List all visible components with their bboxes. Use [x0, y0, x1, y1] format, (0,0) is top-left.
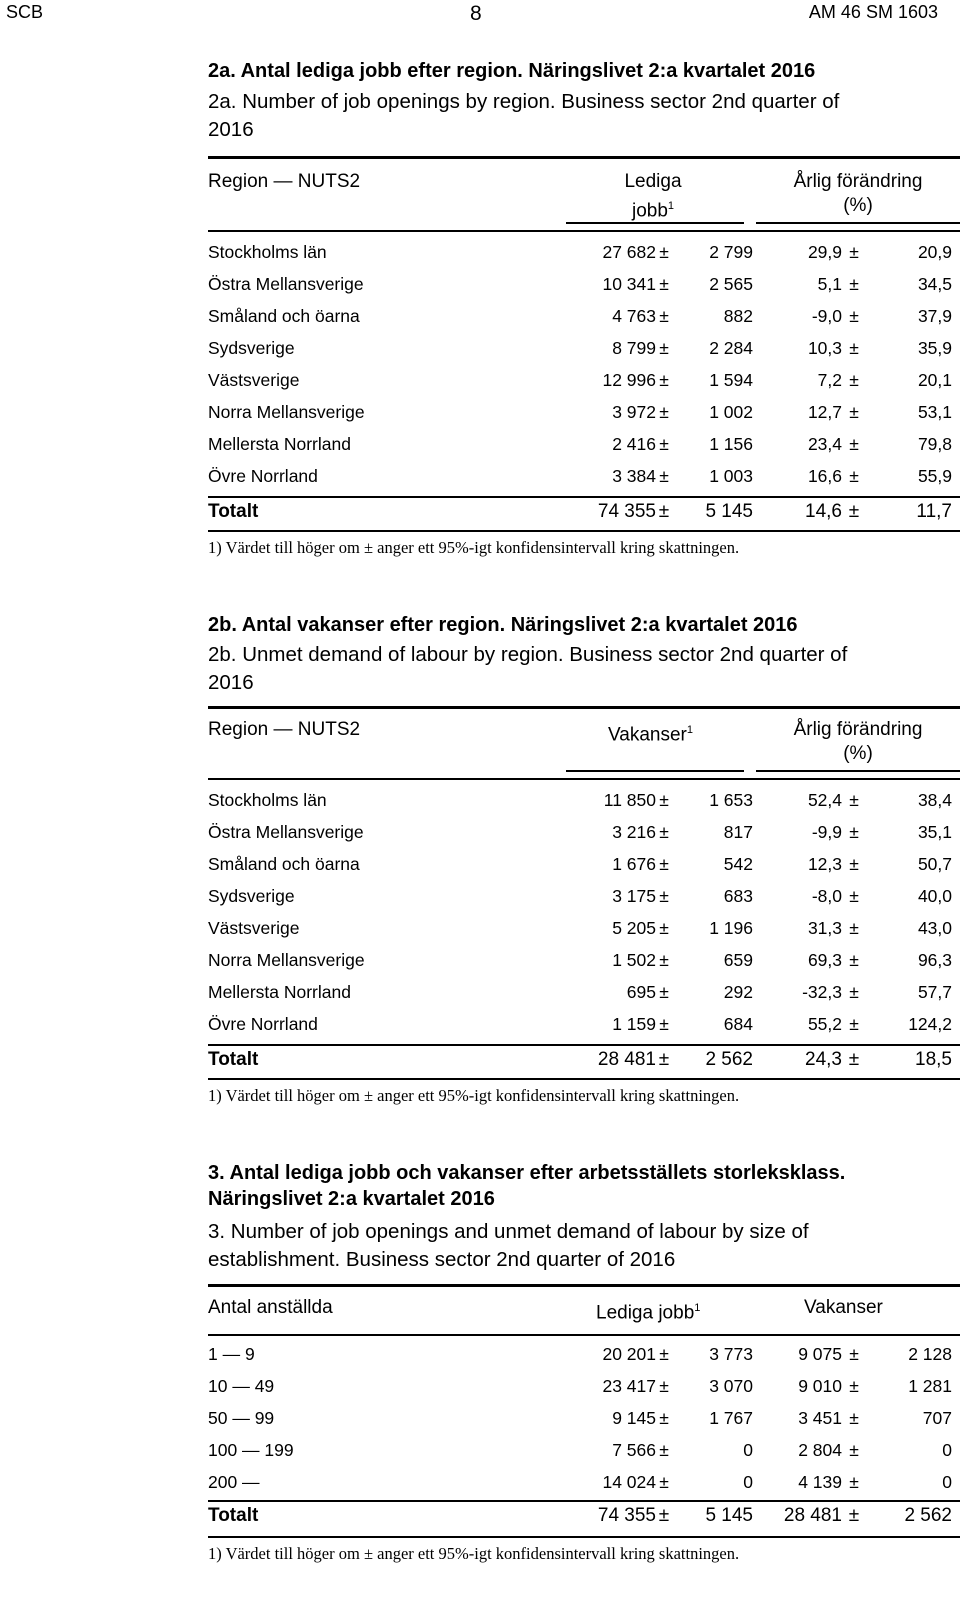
- table-row: [208, 1010, 960, 1038]
- report-id: AM 46 SM 1603: [808, 2, 938, 22]
- value-cell: 5 205: [612, 918, 656, 938]
- value-cell: 55,2: [807, 1014, 842, 1034]
- table-3-title-sv: [208, 1160, 960, 1212]
- table-row: [208, 818, 960, 846]
- confidence-interval-cell: 2 565: [709, 274, 753, 294]
- plus-minus-sign: ±: [659, 466, 669, 486]
- row-label: Västsverige: [208, 918, 300, 938]
- row-label: Totalt: [208, 501, 259, 522]
- value-cell: 3 451: [798, 1408, 842, 1428]
- plus-minus-sign: ±: [849, 1014, 859, 1034]
- text-line: Näringslivet 2:a kvartalet 2016: [208, 1188, 495, 1210]
- row-label: 1 — 9: [208, 1344, 255, 1364]
- value-cell: 10 341: [602, 274, 656, 294]
- table-row: [208, 946, 960, 974]
- row-label: Mellersta Norrland: [208, 434, 351, 454]
- publisher-label: SCB: [6, 2, 44, 22]
- value-cell: -8,0: [811, 886, 842, 906]
- table-3-section: [208, 1160, 960, 1274]
- table-rule-header: [208, 1334, 960, 1336]
- confidence-interval-cell: 1 594: [709, 370, 753, 390]
- text-line: Lediga: [624, 171, 682, 192]
- table-2b-section: [208, 612, 960, 697]
- value-cell: 2 416: [612, 434, 656, 454]
- row-label: Småland och öarna: [208, 854, 360, 874]
- plus-minus-sign: ±: [659, 950, 669, 970]
- table-row: [208, 850, 960, 878]
- column-header-openings: [596, 1296, 700, 1325]
- table-rule-header: [208, 230, 960, 232]
- text-line: 3. Number of job openings and unmet demand of labour by size of: [208, 1220, 809, 1243]
- confidence-interval-cell: 5 145: [705, 1505, 753, 1526]
- column-header-vacancies: [608, 718, 693, 747]
- value-cell: 29,9: [807, 242, 842, 262]
- row-label: Östra Mellansverige: [208, 274, 364, 294]
- value-cell: 7 566: [612, 1440, 656, 1460]
- value-cell: 12,3: [807, 854, 842, 874]
- value-cell: 23 417: [602, 1376, 656, 1396]
- row-label: Sydsverige: [208, 338, 295, 358]
- value-cell: 1 676: [612, 854, 656, 874]
- plus-minus-sign: ±: [848, 1049, 860, 1070]
- confidence-interval-cell: 292: [723, 982, 753, 1002]
- confidence-interval-cell: 1 767: [709, 1408, 753, 1428]
- plus-minus-sign: ±: [849, 1408, 859, 1428]
- value-cell: 9 075: [798, 1344, 842, 1364]
- plus-minus-sign: ±: [849, 1472, 859, 1492]
- plus-minus-sign: ±: [659, 854, 669, 874]
- plus-minus-sign: ±: [849, 822, 859, 842]
- value-cell: 1 159: [612, 1014, 656, 1034]
- value-cell: 695: [626, 982, 656, 1002]
- plus-minus-sign: ±: [848, 1505, 860, 1526]
- value-cell: 5,1: [817, 274, 842, 294]
- value-cell: 24,3: [805, 1049, 842, 1070]
- confidence-interval-cell: 1 002: [709, 402, 753, 422]
- plus-minus-sign: ±: [659, 338, 669, 358]
- row-label: Totalt: [208, 1049, 259, 1070]
- table-rule-bottom: [208, 530, 960, 532]
- row-label: Totalt: [208, 1505, 259, 1526]
- plus-minus-sign: ±: [659, 790, 669, 810]
- table-row: [208, 270, 960, 298]
- plus-minus-sign: ±: [658, 1049, 670, 1070]
- value-cell: 2 804: [798, 1440, 842, 1460]
- plus-minus-sign: ±: [659, 370, 669, 390]
- table-row: [208, 238, 960, 266]
- table-row: [208, 1340, 960, 1368]
- header-underline: [756, 770, 960, 772]
- value-cell: 4 763: [612, 306, 656, 326]
- value-cell: 52,4: [807, 790, 842, 810]
- column-header-vacancies: Vakanser: [804, 1297, 883, 1318]
- confidence-interval-cell: 55,9: [917, 466, 952, 486]
- value-cell: 12 996: [602, 370, 656, 390]
- value-cell: 8 799: [612, 338, 656, 358]
- value-cell: -32,3: [802, 982, 842, 1002]
- table-row: [208, 786, 960, 814]
- confidence-interval-cell: 1 156: [709, 434, 753, 454]
- confidence-interval-cell: 1 281: [908, 1376, 952, 1396]
- table-row: [208, 366, 960, 394]
- row-label: Stockholms län: [208, 790, 327, 810]
- table-row: [208, 302, 960, 330]
- plus-minus-sign: ±: [659, 1376, 669, 1396]
- plus-minus-sign: ±: [849, 306, 859, 326]
- text-line: 1: [686, 724, 693, 736]
- table-3-title-en: [208, 1218, 960, 1274]
- row-label: Övre Norrland: [208, 1014, 318, 1034]
- text-line: 2016: [208, 118, 254, 141]
- confidence-interval-cell: 3 070: [709, 1376, 753, 1396]
- value-cell: 1 502: [612, 950, 656, 970]
- plus-minus-sign: ±: [658, 1505, 670, 1526]
- table-rule-bottom: [208, 1078, 960, 1080]
- plus-minus-sign: ±: [849, 854, 859, 874]
- row-label: Stockholms län: [208, 242, 327, 262]
- table-row: [208, 430, 960, 458]
- value-cell: 23,4: [807, 434, 842, 454]
- confidence-interval-cell: 1 196: [709, 918, 753, 938]
- plus-minus-sign: ±: [659, 1440, 669, 1460]
- table-row: [208, 398, 960, 426]
- table-rule-header: [208, 778, 960, 780]
- value-cell: 9 010: [798, 1376, 842, 1396]
- plus-minus-sign: ±: [849, 338, 859, 358]
- confidence-interval-cell: 20,1: [917, 370, 952, 390]
- confidence-interval-cell: 35,1: [917, 822, 952, 842]
- value-cell: 16,6: [807, 466, 842, 486]
- table-row: [208, 1404, 960, 1432]
- table-2a-section: [208, 58, 960, 144]
- value-cell: 69,3: [807, 950, 842, 970]
- table-total-row: [208, 1046, 960, 1074]
- confidence-interval-cell: 96,3: [917, 950, 952, 970]
- confidence-interval-cell: 0: [942, 1440, 952, 1460]
- value-cell: 74 355: [597, 1505, 656, 1526]
- plus-minus-sign: ±: [849, 1440, 859, 1460]
- confidence-interval-cell: 2 562: [904, 1505, 952, 1526]
- text-line: jobb: [631, 200, 668, 222]
- text-line: (%): [843, 743, 873, 764]
- value-cell: 3 972: [612, 402, 656, 422]
- confidence-interval-cell: 11,7: [916, 501, 952, 522]
- value-cell: 20 201: [602, 1344, 656, 1364]
- confidence-interval-cell: 40,0: [917, 886, 952, 906]
- table-2a: [208, 156, 960, 586]
- table-row: [208, 1372, 960, 1400]
- table-2b-title-en: [208, 641, 960, 697]
- confidence-interval-cell: 2 799: [709, 242, 753, 262]
- value-cell: 31,3: [807, 918, 842, 938]
- plus-minus-sign: ±: [659, 1408, 669, 1428]
- table-total-row: [208, 1502, 960, 1530]
- confidence-interval-cell: 707: [922, 1408, 952, 1428]
- row-label: Västsverige: [208, 370, 300, 390]
- column-header-openings: [618, 170, 688, 223]
- confidence-interval-cell: 817: [723, 822, 753, 842]
- confidence-interval-cell: 3 773: [709, 1344, 753, 1364]
- plus-minus-sign: ±: [658, 501, 670, 522]
- table-2a-title-en: [208, 88, 960, 144]
- footnote: 1) Värdet till höger om ± anger ett 95%-igt konfidensintervall kring skattningen.: [208, 1086, 740, 1105]
- confidence-interval-cell: 684: [723, 1014, 753, 1034]
- plus-minus-sign: ±: [659, 242, 669, 262]
- row-label: 50 — 99: [208, 1408, 275, 1428]
- value-cell: 3 175: [612, 886, 656, 906]
- plus-minus-sign: ±: [849, 434, 859, 454]
- table-2a-title-sv: 2a. Antal lediga jobb efter region. Näringslivet 2:a kvartalet 2016: [208, 60, 816, 82]
- confidence-interval-cell: 20,9: [917, 242, 952, 262]
- value-cell: -9,9: [811, 822, 842, 842]
- table-rule-top: [208, 706, 960, 709]
- table-rule-top: [208, 156, 960, 159]
- table-row: [208, 914, 960, 942]
- table-2b: [208, 706, 960, 1126]
- value-cell: 4 139: [798, 1472, 842, 1492]
- value-cell: 14 024: [602, 1472, 656, 1492]
- confidence-interval-cell: 38,4: [917, 790, 952, 810]
- value-cell: 28 481: [783, 1505, 842, 1526]
- text-line: 2016: [208, 671, 254, 694]
- footnote: 1) Värdet till höger om ± anger ett 95%-igt konfidensintervall kring skattningen.: [208, 1544, 740, 1563]
- confidence-interval-cell: 542: [723, 854, 753, 874]
- value-cell: 27 682: [602, 242, 656, 262]
- text-line: 2b. Unmet demand of labour by region. Business sector 2nd quarter of: [208, 643, 848, 666]
- confidence-interval-cell: 57,7: [917, 982, 952, 1002]
- table-total-row: [208, 498, 960, 526]
- row-label: Sydsverige: [208, 886, 295, 906]
- plus-minus-sign: ±: [659, 1472, 669, 1492]
- text-line: Årlig förändring: [793, 171, 923, 192]
- plus-minus-sign: ±: [849, 1376, 859, 1396]
- value-cell: 11 850: [603, 790, 656, 810]
- plus-minus-sign: ±: [848, 501, 860, 522]
- value-cell: 12,7: [807, 402, 842, 422]
- header-underline: [566, 770, 744, 772]
- page-header: [0, 2, 960, 28]
- table-row: [208, 334, 960, 362]
- plus-minus-sign: ±: [849, 242, 859, 262]
- text-line: 1: [694, 1302, 701, 1314]
- confidence-interval-cell: 35,9: [917, 338, 952, 358]
- row-label: Norra Mellansverige: [208, 402, 365, 422]
- column-header-annual-change: [768, 718, 948, 766]
- table-row: [208, 978, 960, 1006]
- confidence-interval-cell: 2 284: [709, 338, 753, 358]
- value-cell: 7,2: [817, 370, 842, 390]
- table-2b-title-sv: 2b. Antal vakanser efter region. Näringslivet 2:a kvartalet 2016: [208, 614, 798, 636]
- plus-minus-sign: ±: [849, 402, 859, 422]
- table-row: [208, 1468, 960, 1496]
- confidence-interval-cell: 882: [723, 306, 753, 326]
- confidence-interval-cell: 5 145: [705, 501, 753, 522]
- header-underline: [756, 222, 960, 224]
- confidence-interval-cell: 1 003: [709, 466, 753, 486]
- plus-minus-sign: ±: [659, 982, 669, 1002]
- row-label: 200 —: [208, 1472, 260, 1492]
- row-label: Övre Norrland: [208, 466, 318, 486]
- plus-minus-sign: ±: [849, 274, 859, 294]
- table-3: [208, 1284, 960, 1584]
- row-label: 10 — 49: [208, 1376, 275, 1396]
- confidence-interval-cell: 53,1: [917, 402, 952, 422]
- confidence-interval-cell: 2 562: [705, 1049, 753, 1070]
- confidence-interval-cell: 37,9: [917, 306, 952, 326]
- confidence-interval-cell: 659: [723, 950, 753, 970]
- confidence-interval-cell: 79,8: [917, 434, 952, 454]
- value-cell: 14,6: [805, 501, 842, 522]
- plus-minus-sign: ±: [659, 306, 669, 326]
- plus-minus-sign: ±: [849, 918, 859, 938]
- plus-minus-sign: ±: [659, 274, 669, 294]
- row-label: Småland och öarna: [208, 306, 360, 326]
- plus-minus-sign: ±: [849, 790, 859, 810]
- value-cell: -9,0: [811, 306, 842, 326]
- confidence-interval-cell: 0: [743, 1440, 753, 1460]
- text-line: establishment. Business sector 2nd quarter of 2016: [208, 1248, 676, 1271]
- text-line: Årlig förändring: [793, 719, 923, 740]
- confidence-interval-cell: 0: [942, 1472, 952, 1492]
- confidence-interval-cell: 1 653: [709, 790, 753, 810]
- column-header-region: Region — NUTS2: [208, 719, 361, 740]
- value-cell: 10,3: [807, 338, 842, 358]
- row-label: Östra Mellansverige: [208, 822, 364, 842]
- page-number: 8: [470, 2, 482, 25]
- confidence-interval-cell: 124,2: [908, 1014, 952, 1034]
- table-rule-top: [208, 1284, 960, 1287]
- confidence-interval-cell: 2 128: [908, 1344, 952, 1364]
- confidence-interval-cell: 34,5: [917, 274, 952, 294]
- plus-minus-sign: ±: [849, 886, 859, 906]
- column-header-annual-change: [768, 170, 948, 218]
- value-cell: 9 145: [612, 1408, 656, 1428]
- text-line: Vakanser: [608, 724, 687, 746]
- plus-minus-sign: ±: [659, 822, 669, 842]
- confidence-interval-cell: 18,5: [915, 1049, 952, 1070]
- header-underline: [566, 222, 744, 224]
- value-cell: 28 481: [597, 1049, 656, 1070]
- plus-minus-sign: ±: [659, 1344, 669, 1364]
- plus-minus-sign: ±: [849, 982, 859, 1002]
- value-cell: 3 384: [612, 466, 656, 486]
- column-header-region: Region — NUTS2: [208, 171, 361, 192]
- table-rule-bottom: [208, 1536, 960, 1538]
- plus-minus-sign: ±: [849, 466, 859, 486]
- table-row: [208, 462, 960, 490]
- row-label: Norra Mellansverige: [208, 950, 365, 970]
- table-row: [208, 1436, 960, 1464]
- plus-minus-sign: ±: [659, 886, 669, 906]
- plus-minus-sign: ±: [659, 918, 669, 938]
- row-label: 100 — 199: [208, 1440, 294, 1460]
- text-line: (%): [843, 195, 873, 216]
- text-line: 2a. Number of job openings by region. Business sector 2nd quarter of: [208, 90, 840, 113]
- value-cell: 3 216: [612, 822, 656, 842]
- confidence-interval-cell: 50,7: [917, 854, 952, 874]
- plus-minus-sign: ±: [849, 1344, 859, 1364]
- text-line: 3. Antal lediga jobb och vakanser efter arbetsställets storleksklass.: [208, 1162, 846, 1184]
- column-header-size: Antal anställda: [208, 1297, 333, 1318]
- row-label: Mellersta Norrland: [208, 982, 351, 1002]
- table-row: [208, 882, 960, 910]
- plus-minus-sign: ±: [849, 370, 859, 390]
- confidence-interval-cell: 0: [743, 1472, 753, 1492]
- text-line: 1: [667, 200, 675, 212]
- footnote: 1) Värdet till höger om ± anger ett 95%-igt konfidensintervall kring skattningen.: [208, 538, 740, 557]
- value-cell: 74 355: [597, 501, 656, 522]
- confidence-interval-cell: 43,0: [917, 918, 952, 938]
- plus-minus-sign: ±: [659, 1014, 669, 1034]
- plus-minus-sign: ±: [659, 434, 669, 454]
- confidence-interval-cell: 683: [723, 886, 753, 906]
- text-line: Lediga jobb: [596, 1302, 695, 1324]
- plus-minus-sign: ±: [849, 950, 859, 970]
- plus-minus-sign: ±: [659, 402, 669, 422]
